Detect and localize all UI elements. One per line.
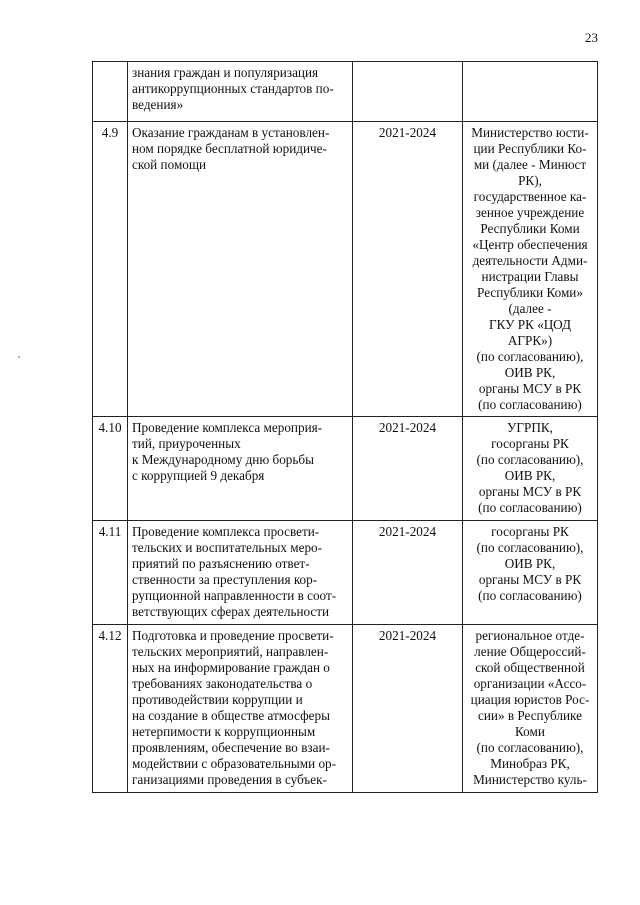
item-number: 4.10 — [93, 417, 128, 521]
executors-cell — [463, 417, 598, 521]
item-number: 4.11 — [93, 521, 128, 625]
text-line: нетерпимости к коррупционным — [132, 724, 316, 739]
text-line: ской общественной — [475, 660, 585, 675]
table-row-4-11 — [93, 521, 598, 625]
text-line: ственности за преступления кор- — [132, 572, 318, 587]
activity-cell — [128, 521, 353, 625]
text-line: Министерство юсти- — [471, 125, 589, 140]
text-line: (по согласованию), — [476, 452, 584, 467]
text-line: деятельности Адми- — [472, 253, 588, 268]
text-line: органы МСУ в РК — [478, 572, 582, 587]
text-line: к Международному дню борьбы — [132, 452, 314, 467]
text-line: проявлениям, обеспечение во взаи- — [132, 740, 330, 755]
executors-cell — [463, 62, 598, 122]
text-line: требованиях законодательства о — [132, 676, 313, 691]
term-cell: 2021-2024 — [353, 417, 463, 521]
text-line: (по согласованию), — [476, 540, 584, 555]
text-line: приятий по разъяснению ответ- — [132, 556, 310, 571]
text-line: ном порядке бесплатной юридиче- — [132, 141, 327, 156]
text-line: (по согласованию) — [478, 588, 582, 603]
table-row-4-12 — [93, 625, 598, 793]
text-line: госорганы РК — [491, 436, 569, 451]
table-row-4-9 — [93, 122, 598, 417]
item-number — [93, 62, 128, 122]
text-line: организации «Ассо- — [473, 676, 587, 691]
term-cell — [353, 62, 463, 122]
scan-speck — [18, 356, 20, 358]
activity-cell — [128, 417, 353, 521]
text-line: знания граждан и популяризация — [132, 65, 319, 80]
text-line: Подготовка и проведение просвети- — [132, 628, 334, 643]
executors-cell — [463, 625, 598, 793]
text-line: ми (далее - Минюст — [473, 157, 587, 172]
text-line: (по согласованию), — [476, 349, 584, 364]
text-line: рупционной направленности в соот- — [132, 588, 337, 603]
activity-cell — [128, 62, 353, 122]
activity-cell — [128, 122, 353, 417]
item-number: 4.12 — [93, 625, 128, 793]
item-number: 4.9 — [93, 122, 128, 417]
text-line: зенное учреждение — [475, 205, 585, 220]
page-number: 23 — [585, 30, 598, 45]
text-line: на создание в обществе атмосферы — [132, 708, 330, 723]
measures-table — [92, 61, 598, 793]
text-line: ганизациями проведения в субъек- — [132, 772, 327, 787]
text-line: циация юристов Рос- — [470, 692, 590, 707]
text-line: ОИВ РК, — [504, 468, 556, 483]
text-line: ГКУ РК «ЦОД — [488, 317, 572, 332]
text-line: ской помощи — [132, 157, 207, 172]
text-line: госорганы РК — [491, 524, 569, 539]
term-cell: 2021-2024 — [353, 521, 463, 625]
text-line: государственное ка- — [473, 189, 587, 204]
text-line: тельских и воспитательных меро- — [132, 540, 323, 555]
text-line: Проведение комплекса просвети- — [132, 524, 320, 539]
text-line: противодействии коррупции и — [132, 692, 303, 707]
text-line: Республики Коми» — [477, 285, 583, 300]
table-row-4-10 — [93, 417, 598, 521]
text-line: сии» в Республике — [477, 708, 582, 723]
text-line: ветствующих сферах деятельности — [132, 604, 330, 619]
text-line: Министерство куль- — [473, 772, 587, 787]
text-line: АГРК») — [507, 333, 553, 348]
text-line: (по согласованию) — [478, 397, 582, 412]
text-line: Минобраз РК, — [490, 756, 570, 771]
text-line: ОИВ РК, — [504, 556, 556, 571]
text-line: органы МСУ в РК — [478, 484, 582, 499]
text-line: РК), — [518, 173, 542, 188]
table-row-continuation — [93, 62, 598, 122]
text-line: нистрации Главы — [481, 269, 579, 284]
activity-cell — [128, 625, 353, 793]
text-line: ление Общероссий- — [474, 644, 586, 659]
term-cell: 2021-2024 — [353, 122, 463, 417]
executors-cell — [463, 521, 598, 625]
text-line: (далее - — [508, 301, 552, 316]
text-line: модействии с образовательными ор- — [132, 756, 337, 771]
text-line: тий, приуроченных — [132, 436, 241, 451]
text-line: антикоррупционных стандартов по- — [132, 81, 334, 96]
text-line: тельских мероприятий, направлен- — [132, 644, 329, 659]
text-line: с коррупцией 9 декабря — [132, 468, 265, 483]
text-line: ных на информирование граждан о — [132, 660, 330, 675]
text-line: «Центр обеспечения — [472, 237, 588, 252]
text-line: ведения» — [132, 97, 184, 112]
term-cell: 2021-2024 — [353, 625, 463, 793]
executors-cell — [463, 122, 598, 417]
text-line: Проведение комплекса мероприя- — [132, 420, 323, 435]
text-line: Республики Коми — [480, 221, 580, 236]
text-line: (по согласованию) — [478, 500, 582, 515]
text-line: Оказание гражданам в установлен- — [132, 125, 330, 140]
text-line: ции Республики Ко- — [473, 141, 587, 156]
text-line: органы МСУ в РК — [478, 381, 582, 396]
text-line: Коми — [515, 724, 545, 739]
text-line: УГРПК, — [507, 420, 553, 435]
text-line: региональное отде- — [475, 628, 585, 643]
text-line: ОИВ РК, — [504, 365, 556, 380]
text-line: (по согласованию), — [476, 740, 584, 755]
